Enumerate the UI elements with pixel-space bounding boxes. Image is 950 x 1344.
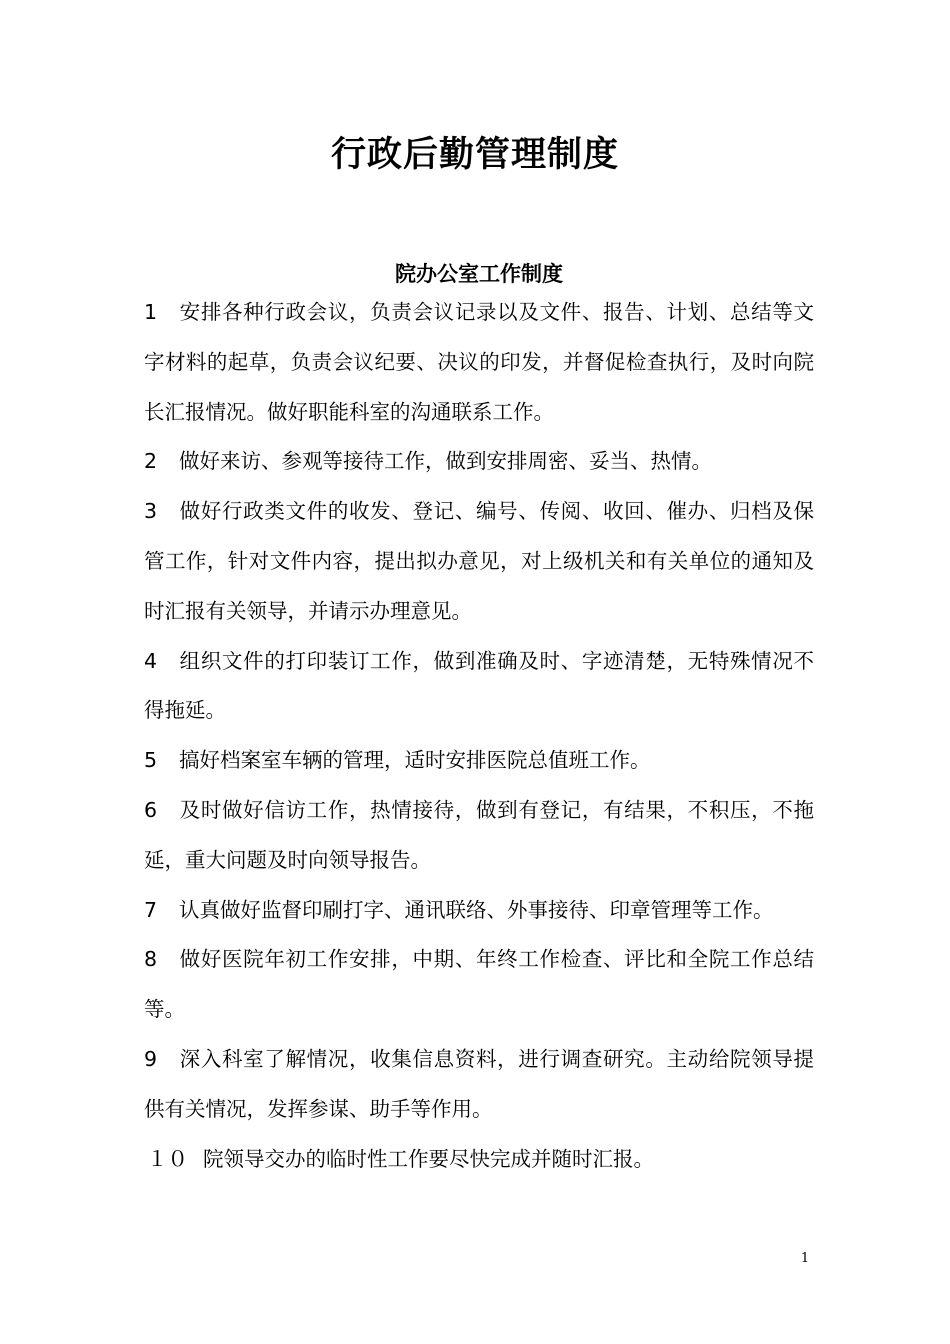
item-text: 深入科室了解情况，收集信息资料，进行调查研究。主动给院领导提供有关情况，发挥参谋、助手等作用。 <box>144 1046 814 1121</box>
paragraph <box>144 437 814 487</box>
item-number: 9 <box>144 1046 158 1071</box>
item-text: 做好来访、参观等接待工作，做到安排周密、妥当、热情。 <box>179 449 712 474</box>
paragraph <box>144 1035 814 1135</box>
page-number: 1 <box>800 1251 810 1266</box>
item-text: 及时做好信访工作，热情接待，做到有登记，有结果，不积压，不拖延，重大问题及时向领导报告。 <box>144 797 814 872</box>
item-number: 5 <box>144 748 158 773</box>
item-number: 3 <box>144 499 158 524</box>
document-body <box>144 288 814 1184</box>
paragraph <box>144 637 814 737</box>
section-title: 院办公室工作制度 <box>395 262 563 287</box>
item-number: 1 <box>144 300 158 324</box>
item-text: 院领导交办的临时性工作要尽快完成并随时汇报。 <box>203 1146 654 1171</box>
paragraph <box>144 288 814 437</box>
paragraph <box>144 736 814 786</box>
paragraph <box>144 1135 814 1185</box>
item-number: 7 <box>144 897 158 922</box>
paragraph <box>144 886 814 936</box>
paragraph <box>144 786 814 886</box>
item-text: 安排各种行政会议，负责会议记录以及文件、报告、计划、总结等文字材料的起草，负责会议纪要、决议的印发，并督促检查执行，及时向院长汇报情况。做好职能科室的沟通联系工作。 <box>144 300 814 424</box>
item-text: 做好医院年初工作安排，中期、年终工作检查、评比和全院工作总结等。 <box>144 947 814 1022</box>
item-number: １０ <box>147 1146 188 1171</box>
item-text: 做好行政类文件的收发、登记、编号、传阅、收回、催办、归档及保管工作，针对文件内容，提出拟办意见，对上级机关和有关单位的通知及时汇报有关领导，并请示办理意见。 <box>144 499 814 623</box>
item-text: 组织文件的打印装订工作，做到准确及时、字迹清楚，无特殊情况不得拖延。 <box>144 648 814 723</box>
item-number: 2 <box>144 449 158 474</box>
item-text: 认真做好监督印刷打字、通讯联络、外事接待、印章管理等工作。 <box>179 897 774 922</box>
item-number: 4 <box>144 648 158 673</box>
paragraph <box>144 487 814 636</box>
item-number: 6 <box>144 797 158 822</box>
item-text: 搞好档案室车辆的管理，适时安排医院总值班工作。 <box>179 748 651 773</box>
document-title: 行政后勤管理制度 <box>330 135 619 176</box>
item-number: 8 <box>144 947 158 972</box>
paragraph <box>144 935 814 1035</box>
